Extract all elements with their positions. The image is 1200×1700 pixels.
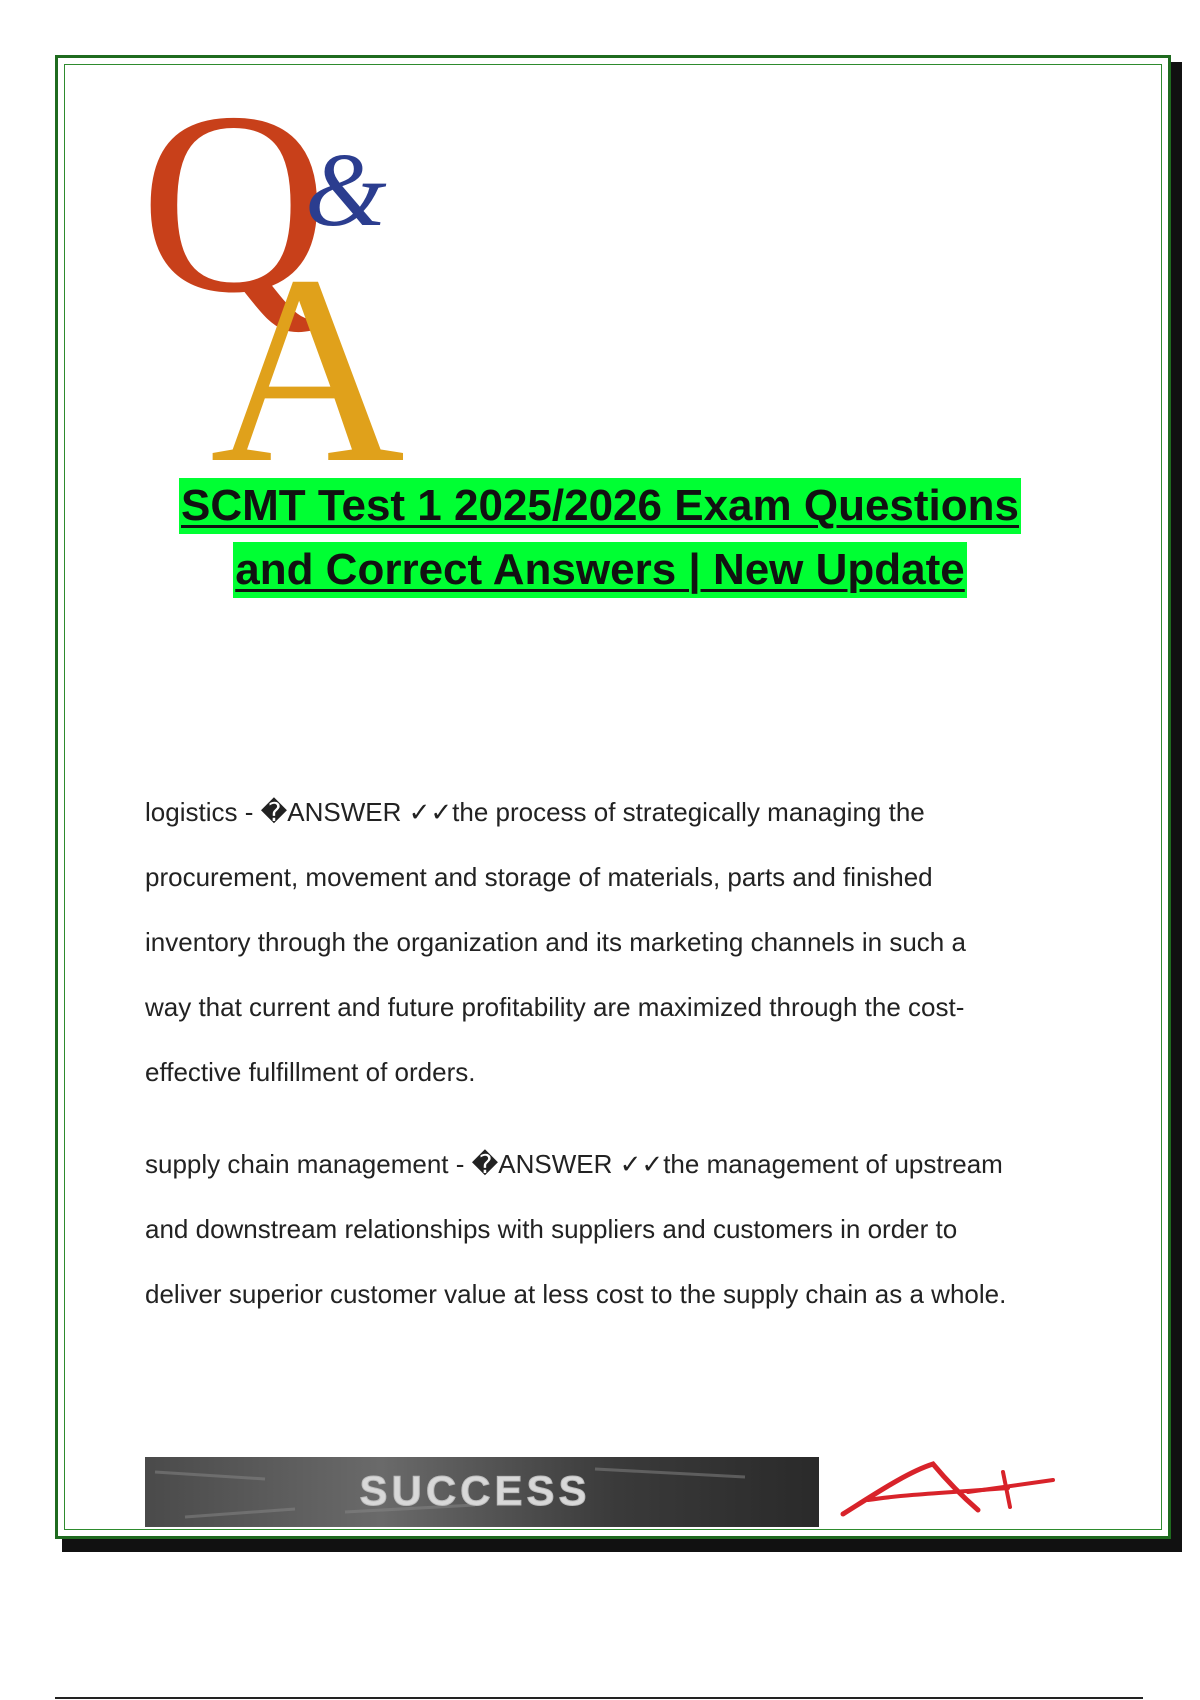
a-plus-mark — [838, 1452, 1063, 1532]
entry-line: and downstream relationships with suppliers and customers in order to — [145, 1214, 958, 1244]
document-title — [0, 478, 1200, 606]
entry-line: way that current and future profitability are maximized through the cost- — [145, 992, 965, 1022]
logo-a-letter: A — [210, 220, 405, 470]
success-text: SUCCESS — [359, 1467, 591, 1514]
a-plus-text: A+ — [838, 1452, 840, 1453]
entry-line: supply chain management - �ANSWER ✓✓the management of upstream — [145, 1149, 1003, 1179]
logo-q-letter: Q — [140, 75, 328, 347]
entry-line: logistics - �ANSWER ✓✓the process of strategically managing the — [145, 797, 925, 827]
title-line-2: and Correct Answers | New Update — [233, 542, 967, 598]
entry-line: procurement, movement and storage of materials, parts and finished — [145, 862, 933, 892]
title-line-1: SCMT Test 1 2025/2026 Exam Questions — [179, 478, 1021, 534]
entry-line: inventory through the organization and its marketing channels in such a — [145, 927, 966, 957]
success-banner — [145, 1457, 819, 1527]
qa-entry-logistics — [145, 780, 1085, 1105]
logo-ampersand: & — [305, 131, 387, 248]
qa-entry-supply-chain-management — [145, 1132, 1085, 1327]
entry-line: effective fulfillment of orders. — [145, 1057, 476, 1087]
entry-line: deliver superior customer value at less cost to the supply chain as a whole. — [145, 1279, 1007, 1309]
footer-rule — [55, 1697, 1143, 1699]
qa-logo — [140, 75, 440, 470]
